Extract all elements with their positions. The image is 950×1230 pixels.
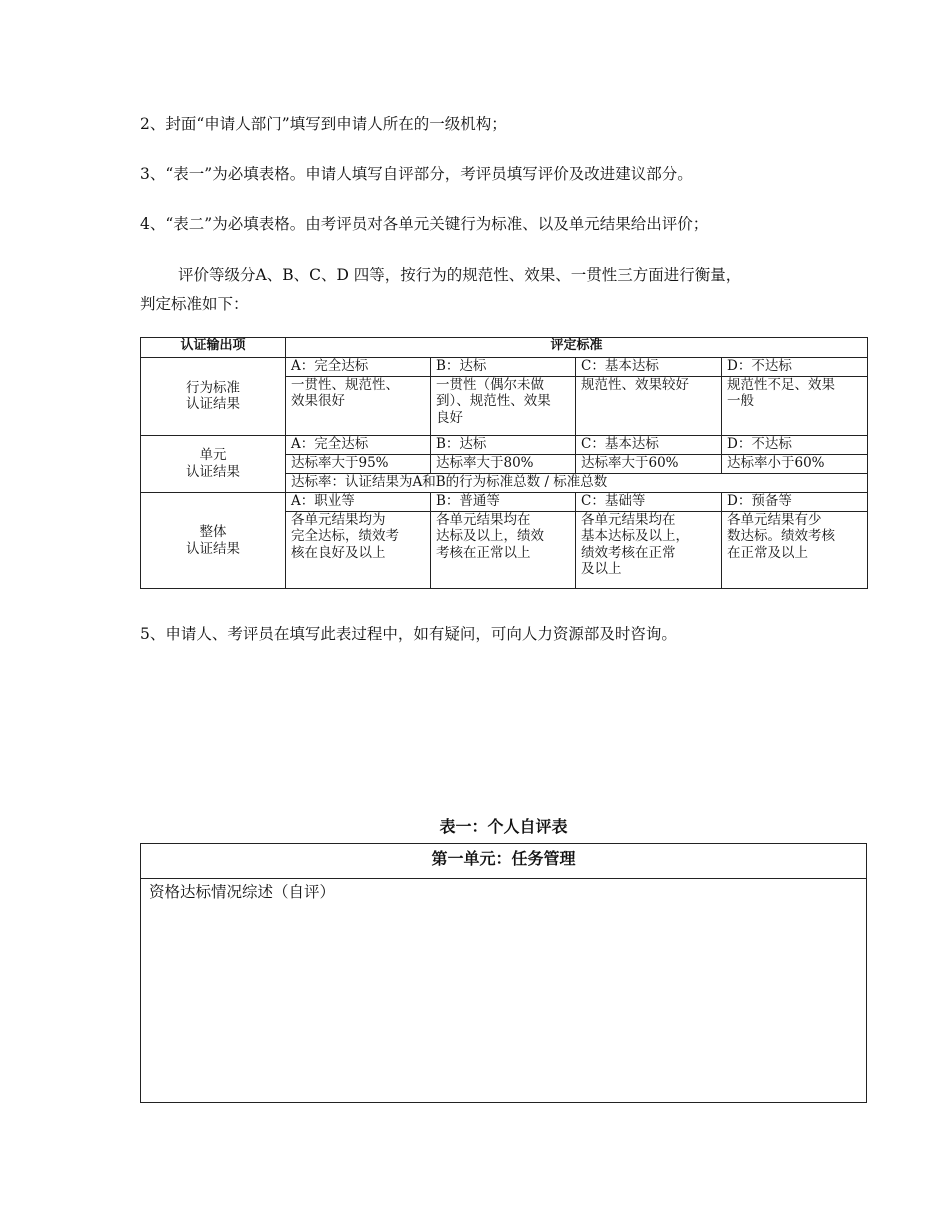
overall-desc-d-line: 各单元结果有少 <box>727 511 822 528</box>
overall-desc-d <box>722 511 868 588</box>
instruction-5: 5、申请人、考评员在填写此表过程中，如有疑问，可向人力资源部及时咨询。 <box>140 625 677 643</box>
overall-grade-d: D：预备等 <box>722 493 868 511</box>
unit-label-line2: 认证结果 <box>186 463 240 480</box>
overall-desc-d-line: 在正常及以上 <box>727 544 808 561</box>
criteria-table <box>140 337 868 589</box>
overall-grade-c: C：基础等 <box>576 493 722 511</box>
overall-desc-c <box>576 511 722 588</box>
self-eval-field[interactable] <box>141 879 866 905</box>
overall-desc-c-line: 及以上 <box>581 561 622 578</box>
instruction-2: 2、封面“申请人部门”填写到申请人所在的一级机构； <box>140 115 507 133</box>
overall-desc-b <box>431 511 576 588</box>
unit-rate-b: 达标率大于80% <box>431 454 576 473</box>
behavior-label <box>141 358 286 435</box>
behavior-grade-a: A：完全达标 <box>286 358 431 376</box>
unit-rate-d: 达标率小于60% <box>722 454 868 473</box>
unit-label-line1: 单元 <box>199 447 227 464</box>
unit-title: 第一单元：任务管理 <box>141 844 866 879</box>
unit-rate-note: 达标率：认证结果为A和B的行为标准总数 / 标准总数 <box>286 474 868 493</box>
self-eval-table <box>140 843 867 1103</box>
behavior-grade-d: D：不达标 <box>722 358 868 376</box>
overall-desc-b-line: 考核在正常以上 <box>436 544 531 561</box>
behavior-desc-d-line: 一般 <box>727 393 754 410</box>
overall-grade-b: B：普通等 <box>431 493 576 511</box>
overall-desc-a-line: 核在良好及以上 <box>291 544 386 561</box>
overall-desc-a-line: 各单元结果均为 <box>291 511 386 528</box>
overall-desc-a-line: 完全达标，绩效考 <box>291 528 399 545</box>
behavior-desc-a <box>286 376 431 435</box>
behavior-desc-b-line: 良好 <box>436 409 463 426</box>
unit-grade-d: D：不达标 <box>722 435 868 454</box>
grade-intro-line1: 评价等级分A、B、C、D 四等，按行为的规范性、效果、一贯性三方面进行衡量， <box>178 266 742 284</box>
behavior-desc-b-line: 到）、规范性、效果 <box>436 393 551 410</box>
instruction-4: 4、“表二”为必填表格。由考评员对各单元关键行为标准、以及单元结果给出评价； <box>140 215 709 233</box>
behavior-desc-b-line: 一贯性（偶尔未做 <box>436 376 544 393</box>
self-eval-label: 资格达标情况综述（自评） <box>149 883 336 901</box>
behavior-grade-c: C：基本达标 <box>576 358 722 376</box>
behavior-desc-d <box>722 376 868 435</box>
overall-desc-a <box>286 511 431 588</box>
behavior-desc-a-line: 一贯性、规范性、 <box>291 376 399 393</box>
overall-desc-b-line: 各单元结果均在 <box>436 511 531 528</box>
table1-title: 表一：个人自评表 <box>439 817 568 836</box>
behavior-desc-b <box>431 376 576 435</box>
unit-grade-b: B：达标 <box>431 435 576 454</box>
behavior-desc-d-line: 规范性不足、效果 <box>727 376 835 393</box>
overall-desc-c-line: 绩效考核在正常 <box>581 544 676 561</box>
unit-label <box>141 435 286 493</box>
behavior-label-line1: 行为标准 <box>186 379 240 396</box>
overall-desc-d-line: 数达标。绩效考核 <box>727 528 835 545</box>
unit-rate-a: 达标率大于95% <box>286 454 431 473</box>
overall-label <box>141 493 286 589</box>
unit-grade-row <box>141 435 868 454</box>
behavior-desc-c-line: 规范性、效果较好 <box>581 376 689 393</box>
behavior-grade-b: B：达标 <box>431 358 576 376</box>
overall-desc-c-line: 基本达标及以上， <box>581 528 689 545</box>
overall-desc-b-line: 达标及以上，绩效 <box>436 528 544 545</box>
overall-desc-c-line: 各单元结果均在 <box>581 511 676 528</box>
behavior-label-line2: 认证结果 <box>186 396 240 413</box>
unit-grade-a: A：完全达标 <box>286 435 431 454</box>
overall-label-line2: 认证结果 <box>186 540 240 557</box>
criteria-header-row <box>141 338 868 358</box>
instruction-3: 3、“表一”为必填表格。申请人填写自评部分，考评员填写评价及改进建议部分。 <box>140 165 693 183</box>
behavior-desc-c <box>576 376 722 435</box>
overall-label-line1: 整体 <box>199 524 227 541</box>
unit-rate-c: 达标率大于60% <box>576 454 722 473</box>
grade-intro-line2: 判定标准如下： <box>140 295 249 313</box>
unit-grade-c: C：基本达标 <box>576 435 722 454</box>
behavior-grade-row <box>141 358 868 376</box>
behavior-desc-a-line: 效果很好 <box>291 393 345 410</box>
overall-grade-row <box>141 493 868 511</box>
header-output-item: 认证输出项 <box>141 338 286 358</box>
header-criteria: 评定标准 <box>286 338 868 358</box>
overall-grade-a: A：职业等 <box>286 493 431 511</box>
